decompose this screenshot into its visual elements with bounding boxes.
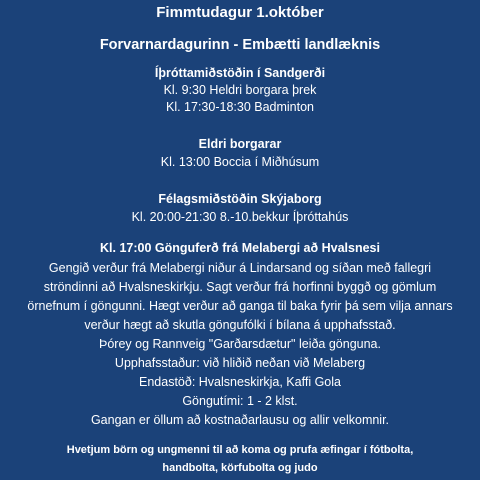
walk-line: Þórey og Rannveig "Garðarsdætur" leiða gönguna. — [99, 337, 381, 351]
walk-line: Upphafsstaður: við hliðið neðan við Melaberg — [114, 356, 366, 370]
walk-line: Gangan er öllum að kostnaðarlausu og allir velkomnir. — [90, 413, 390, 427]
footer-line: Hvetjum börn og ungmenni til að koma og prufa æfingar í fótbolta, — [66, 444, 414, 456]
section-line: Kl. 17:30-18:30 Badminton — [165, 100, 315, 114]
walk-heading: Kl. 17:00 Gönguferð frá Melabergi að Hvalsnesi — [100, 241, 380, 255]
section-heading-sports-center: Íþróttamiðstöðin í Sandgerði — [154, 66, 326, 80]
footer-line: handbolta, körfubolta og judo — [162, 462, 318, 474]
walk-line: ströndinni að Hvalsneskirkju. Sagt verður frá horfinni byggð og gömlum — [43, 280, 437, 294]
walk-line: örnefnum í göngunni. Hægt verður að ganga til baka fyrir þá sem vilja annars — [27, 299, 453, 313]
event-date: Fimmtudagur 1.október — [156, 4, 324, 21]
walk-line: Gengið verður frá Melabergi niður á Lindarsand og síðan með fallegri — [48, 261, 432, 275]
section-heading-seniors: Eldri borgarar — [198, 137, 282, 151]
section-line: Kl. 13:00 Boccia í Miðhúsum — [160, 155, 320, 169]
walk-line: Endastöð: Hvalsneskirkja, Kaffi Gola — [139, 375, 341, 389]
event-title: Forvarnardagurinn - Embætti landlæknis — [99, 37, 381, 53]
section-heading-youth-club: Félagsmiðstöðin Skýjaborg — [158, 192, 322, 206]
walk-line: verður hægt að skutla göngufólki í bílana á upphafsstað. — [84, 318, 396, 332]
section-line: Kl. 20:00-21:30 8.-10.bekkur Íþróttahús — [131, 210, 349, 224]
section-line: Kl. 9:30 Heldri borgara þrek — [163, 83, 317, 97]
walk-line: Göngutími: 1 - 2 klst. — [182, 394, 298, 408]
